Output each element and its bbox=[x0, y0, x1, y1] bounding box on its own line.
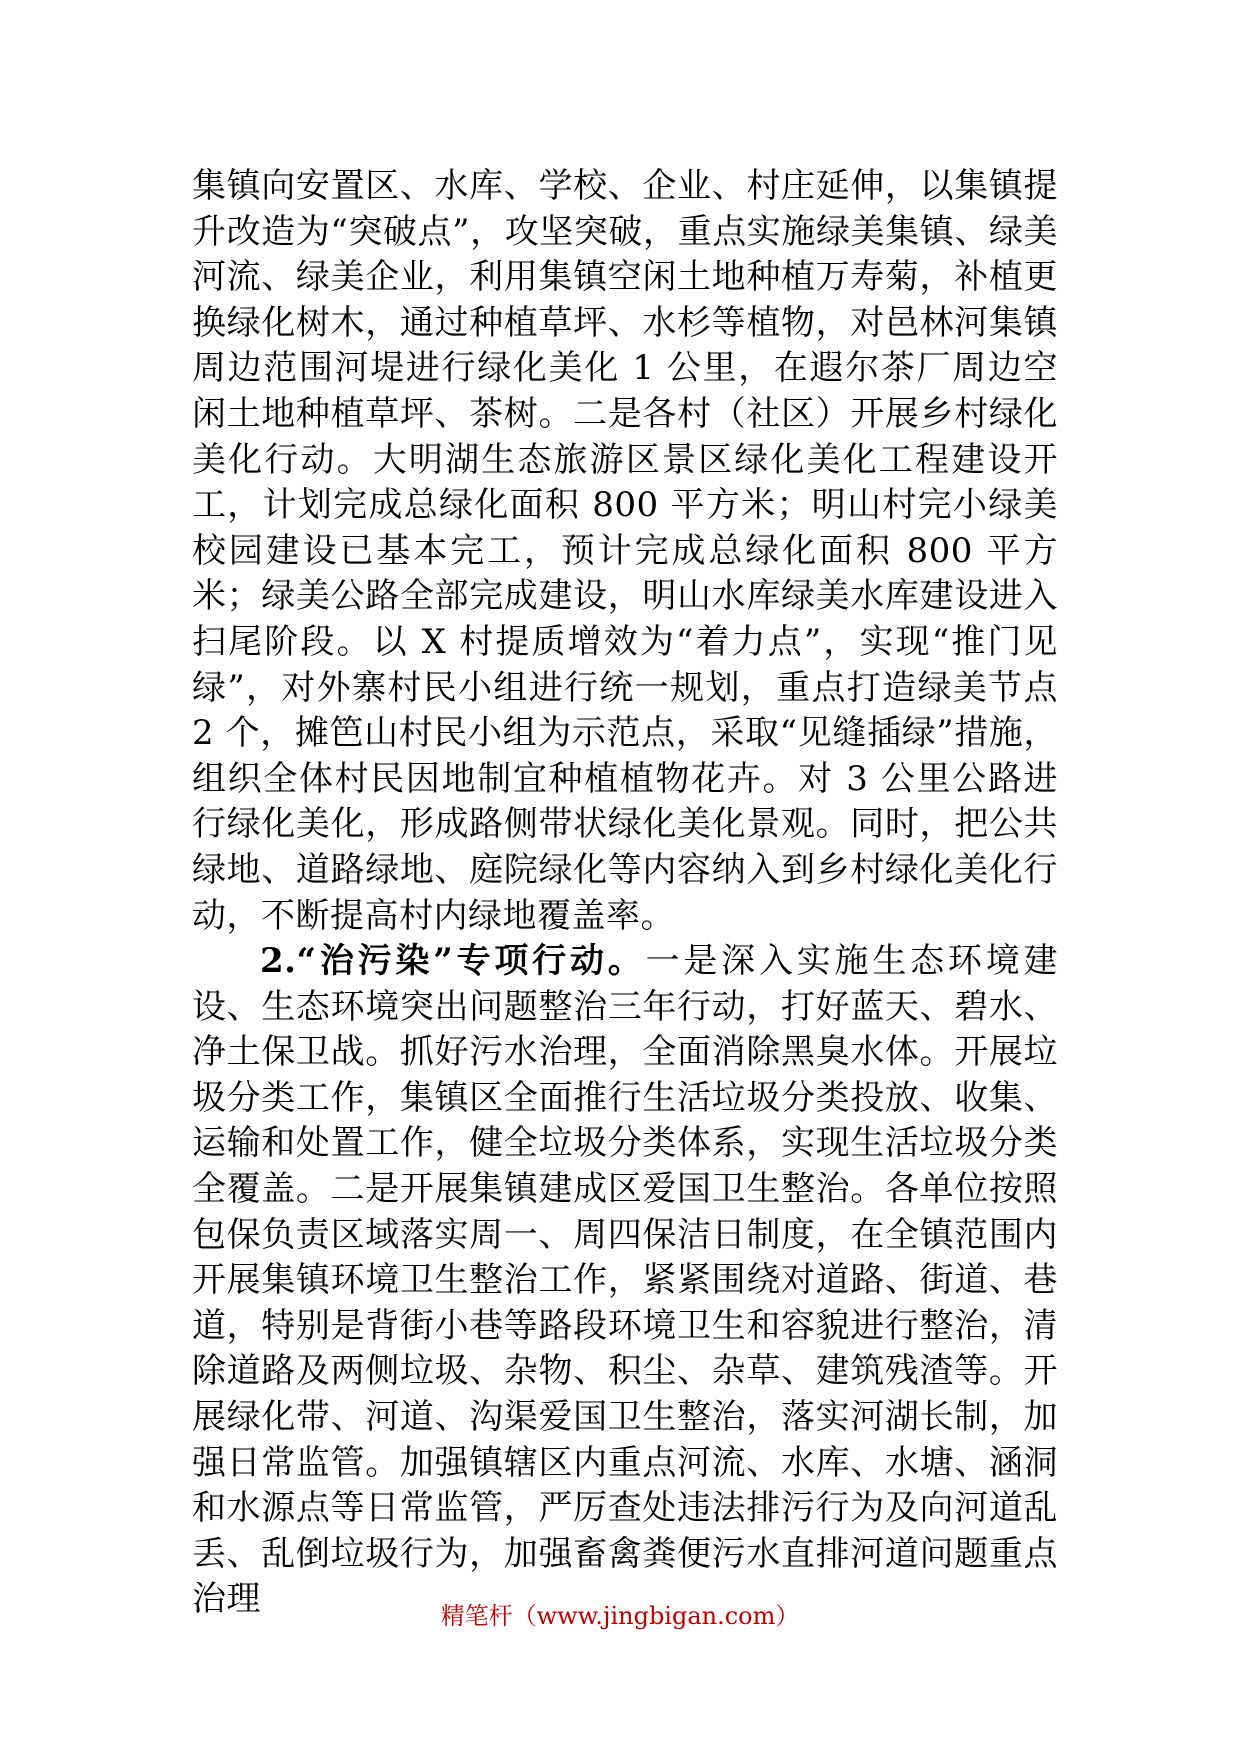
section-heading: 2.“治污染”专项行动。 bbox=[260, 941, 646, 982]
paragraph-1: 集镇向安置区、水库、学校、企业、村庄延伸，以集镇提升改造为“突破点”，攻坚突破，重点实施绿美集镇、绿美河流、绿美企业，利用集镇空闲土地种植万寿菊，补植更换绿化树木，通过种植草坪、水杉等植物，对邑林河集镇周边范围河堤进行绿化美化 1 公里，在遐尔茶厂周边空闲土地种植草坪、茶树。二是各村（社区）开展乡村绿化美化行动。大明湖生态旅游区景区绿化美化工程建设开工，计划完成总绿化面积 800 平方米；明山村完小绿美校园建设已基本完工，预计完成总绿化面积 800 平方米；绿美公路全部完成建设，明山水库绿美水库建设进入扫尾阶段。以 X 村提质增效为“着力点”，实现“推门见绿”，对外寨村民小组进行统一规划，重点打造绿美节点 2 个，摊笆山村民小组为示范点，采取“见缝插绿”措施，组织全体村民因地制宜种植植物花卉。对 3 公里公路进行绿化美化，形成路侧带状绿化美化景观。同时，把公共绿地、道路绿地、庭院绿化等内容纳入到乡村绿化美化行动，不断提高村内绿地覆盖率。 bbox=[192, 166, 1058, 936]
document-body bbox=[192, 164, 1058, 1623]
paragraph-2-body: 一是深入实施生态环境建设、生态环境突出问题整治三年行动，打好蓝天、碧水、净土保卫战。抓好污水治理，全面消除黑臭水体。开展垃圾分类工作，集镇区全面推行生活垃圾分类投放、收集、运输和处置工作，健全垃圾分类体系，实现生活垃圾分类全覆盖。二是开展集镇建成区爱国卫生整治。各单位按照包保负责区域落实周一、周四保洁日制度，在全镇范围内开展集镇环境卫生整治工作，紧紧围绕对道路、街道、巷道，特别是背街小巷等路段环境卫生和容貌进行整治，清除道路及两侧垃圾、杂物、积尘、杂草、建筑残渣等。开展绿化带、河道、沟渠爱国卫生整治，落实河湖长制，加强日常监管。加强镇辖区内重点河流、水库、水塘、涵洞和水源点等日常监管，严厉查处违法排污行为及向河道乱丢、乱倒垃圾行为，加强畜禽粪便污水直排河道问题重点治理 bbox=[192, 941, 1059, 1620]
footer-watermark: 精笔杆（www.jingbigan.com） bbox=[440, 1602, 800, 1630]
paragraph-2 bbox=[192, 939, 1058, 1623]
